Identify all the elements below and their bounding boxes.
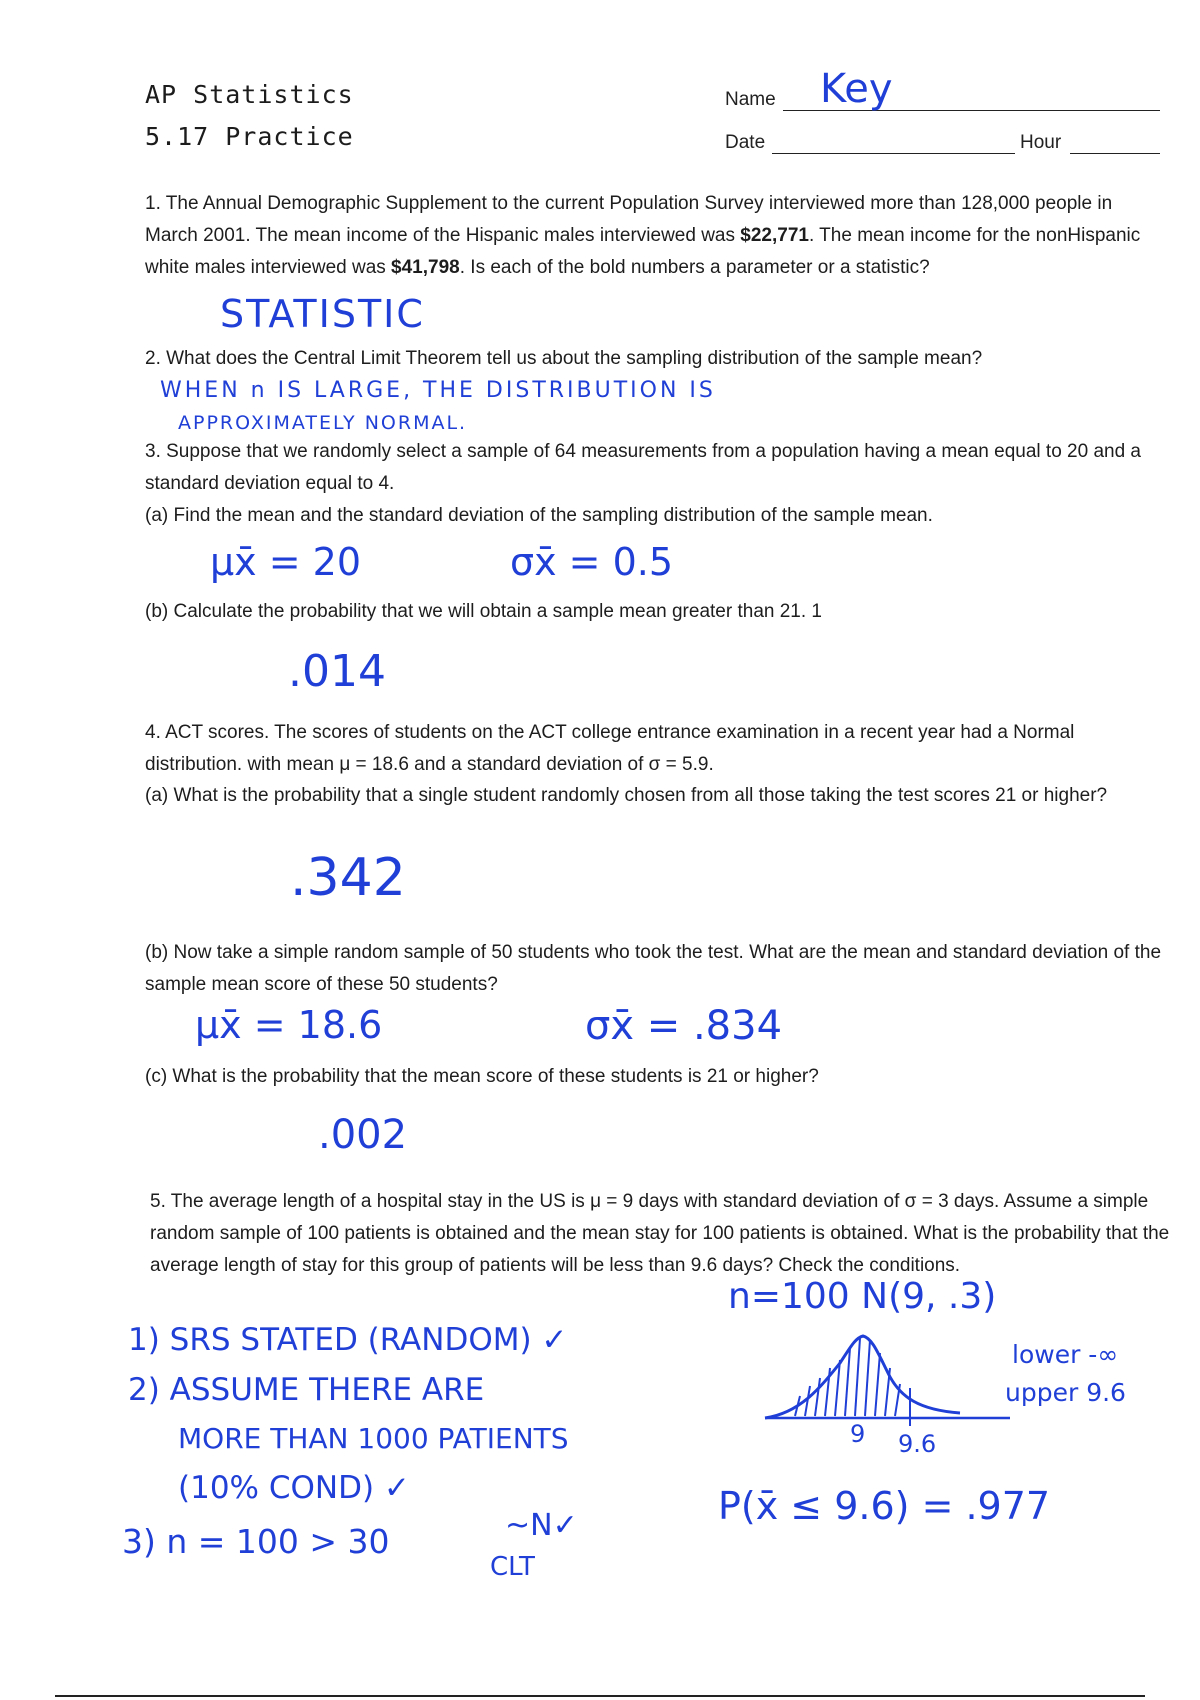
question-5: 5. The average length of a hospital stay in the US is μ = 9 days with standard deviation of σ = 3 days. Assume a simple random sample of 100 patients is obtained and the mean stay for 100 patients is obtained. What is the probability that the average length of stay for this group of patients will be less than 9.6 days? Check the conditions. (150, 1191, 1170, 1276)
answer-3a-mean: μx̄ = 20 (210, 540, 362, 584)
answer-1: STATISTIC (220, 292, 425, 336)
name-label: Name (725, 89, 776, 110)
answer-5-result: P(x̄ ≤ 9.6) = .977 (718, 1484, 1051, 1528)
answer-4a: .342 (290, 848, 406, 908)
question-4c: (c) What is the probability that the mean score of these students is 21 or higher? (145, 1066, 819, 1087)
answer-4b-mean: μx̄ = 18.6 (195, 1003, 383, 1047)
sketch-tick-9: 9 (850, 1420, 866, 1448)
normal-curve-sketch (760, 1318, 1020, 1458)
date-line (772, 153, 1015, 154)
answer-4b-sd: σx̄ = .834 (585, 1003, 783, 1049)
hour-label: Hour (1020, 132, 1062, 153)
answer-3b: .014 (288, 646, 386, 697)
question-3a: (a) Find the mean and the standard deviation of the sampling distribution of the sample mean. (145, 505, 933, 526)
question-4: 4. ACT scores. The scores of students on the ACT college entrance examination in a recent year had a Normal distribution. with mean μ = 18.6 and a standard deviation of σ = 5.9. (145, 722, 1075, 775)
question-3: 3. Suppose that we randomly select a sample of 64 measurements from a population having a mean equal to 20 and a standard deviation equal to 4. (145, 441, 1141, 494)
worksheet-title: 5.17 Practice (145, 122, 354, 151)
question-1: 1. The Annual Demographic Supplement to the current Population Survey interviewed more than 128,000 people in March 2001. The mean income of the Hispanic males interviewed was $22,771. The mean income for the nonHispanic white males interviewed was $41,798. Is each of the bold numbers a parameter or a statistic? (145, 193, 1141, 278)
question-4b: (b) Now take a simple random sample of 50 students who took the test. What are the mean and standard deviation of the sample mean score of these 50 students? (145, 942, 1162, 995)
course-title: AP Statistics (145, 80, 354, 109)
question-3b: (b) Calculate the probability that we will obtain a sample mean greater than 21. 1 (145, 601, 822, 622)
answer-5-upper: upper 9.6 (1005, 1378, 1126, 1407)
answer-5-condition-2c: (10% COND) ✓ (178, 1470, 410, 1506)
answer-5-condition-1: 1) SRS STATED (RANDOM) ✓ (128, 1322, 568, 1358)
answer-2-line-2: APPROXIMATELY NORMAL. (178, 412, 468, 434)
answer-5-nnv: ~N✓ (505, 1508, 578, 1543)
hour-line (1070, 153, 1160, 154)
answer-5-lower: lower -∞ (1012, 1340, 1119, 1369)
answer-3a-sd: σx̄ = 0.5 (510, 540, 674, 584)
bottom-rule (55, 1695, 1145, 1697)
sketch-tick-9-6: 9.6 (898, 1430, 937, 1458)
answer-5-condition-2a: 2) ASSUME THERE ARE (128, 1372, 485, 1408)
date-label: Date (725, 132, 766, 153)
answer-5-model: n=100 N(9, .3) (728, 1276, 997, 1317)
answer-5-condition-3: 3) n = 100 > 30 (122, 1522, 390, 1561)
answer-2-line-1: WHEN n IS LARGE, THE DISTRIBUTION IS (160, 378, 716, 403)
question-2: 2. What does the Central Limit Theorem tell us about the sampling distribution of the sample mean? (145, 348, 983, 369)
question-4a: (a) What is the probability that a single student randomly chosen from all those taking the test scores 21 or higher? (145, 785, 1108, 806)
answer-5-condition-2b: MORE THAN 1000 PATIENTS (178, 1422, 569, 1455)
answer-5-clt: CLT (490, 1552, 535, 1582)
answer-4c: .002 (318, 1112, 408, 1158)
name-value: Key (820, 66, 893, 112)
